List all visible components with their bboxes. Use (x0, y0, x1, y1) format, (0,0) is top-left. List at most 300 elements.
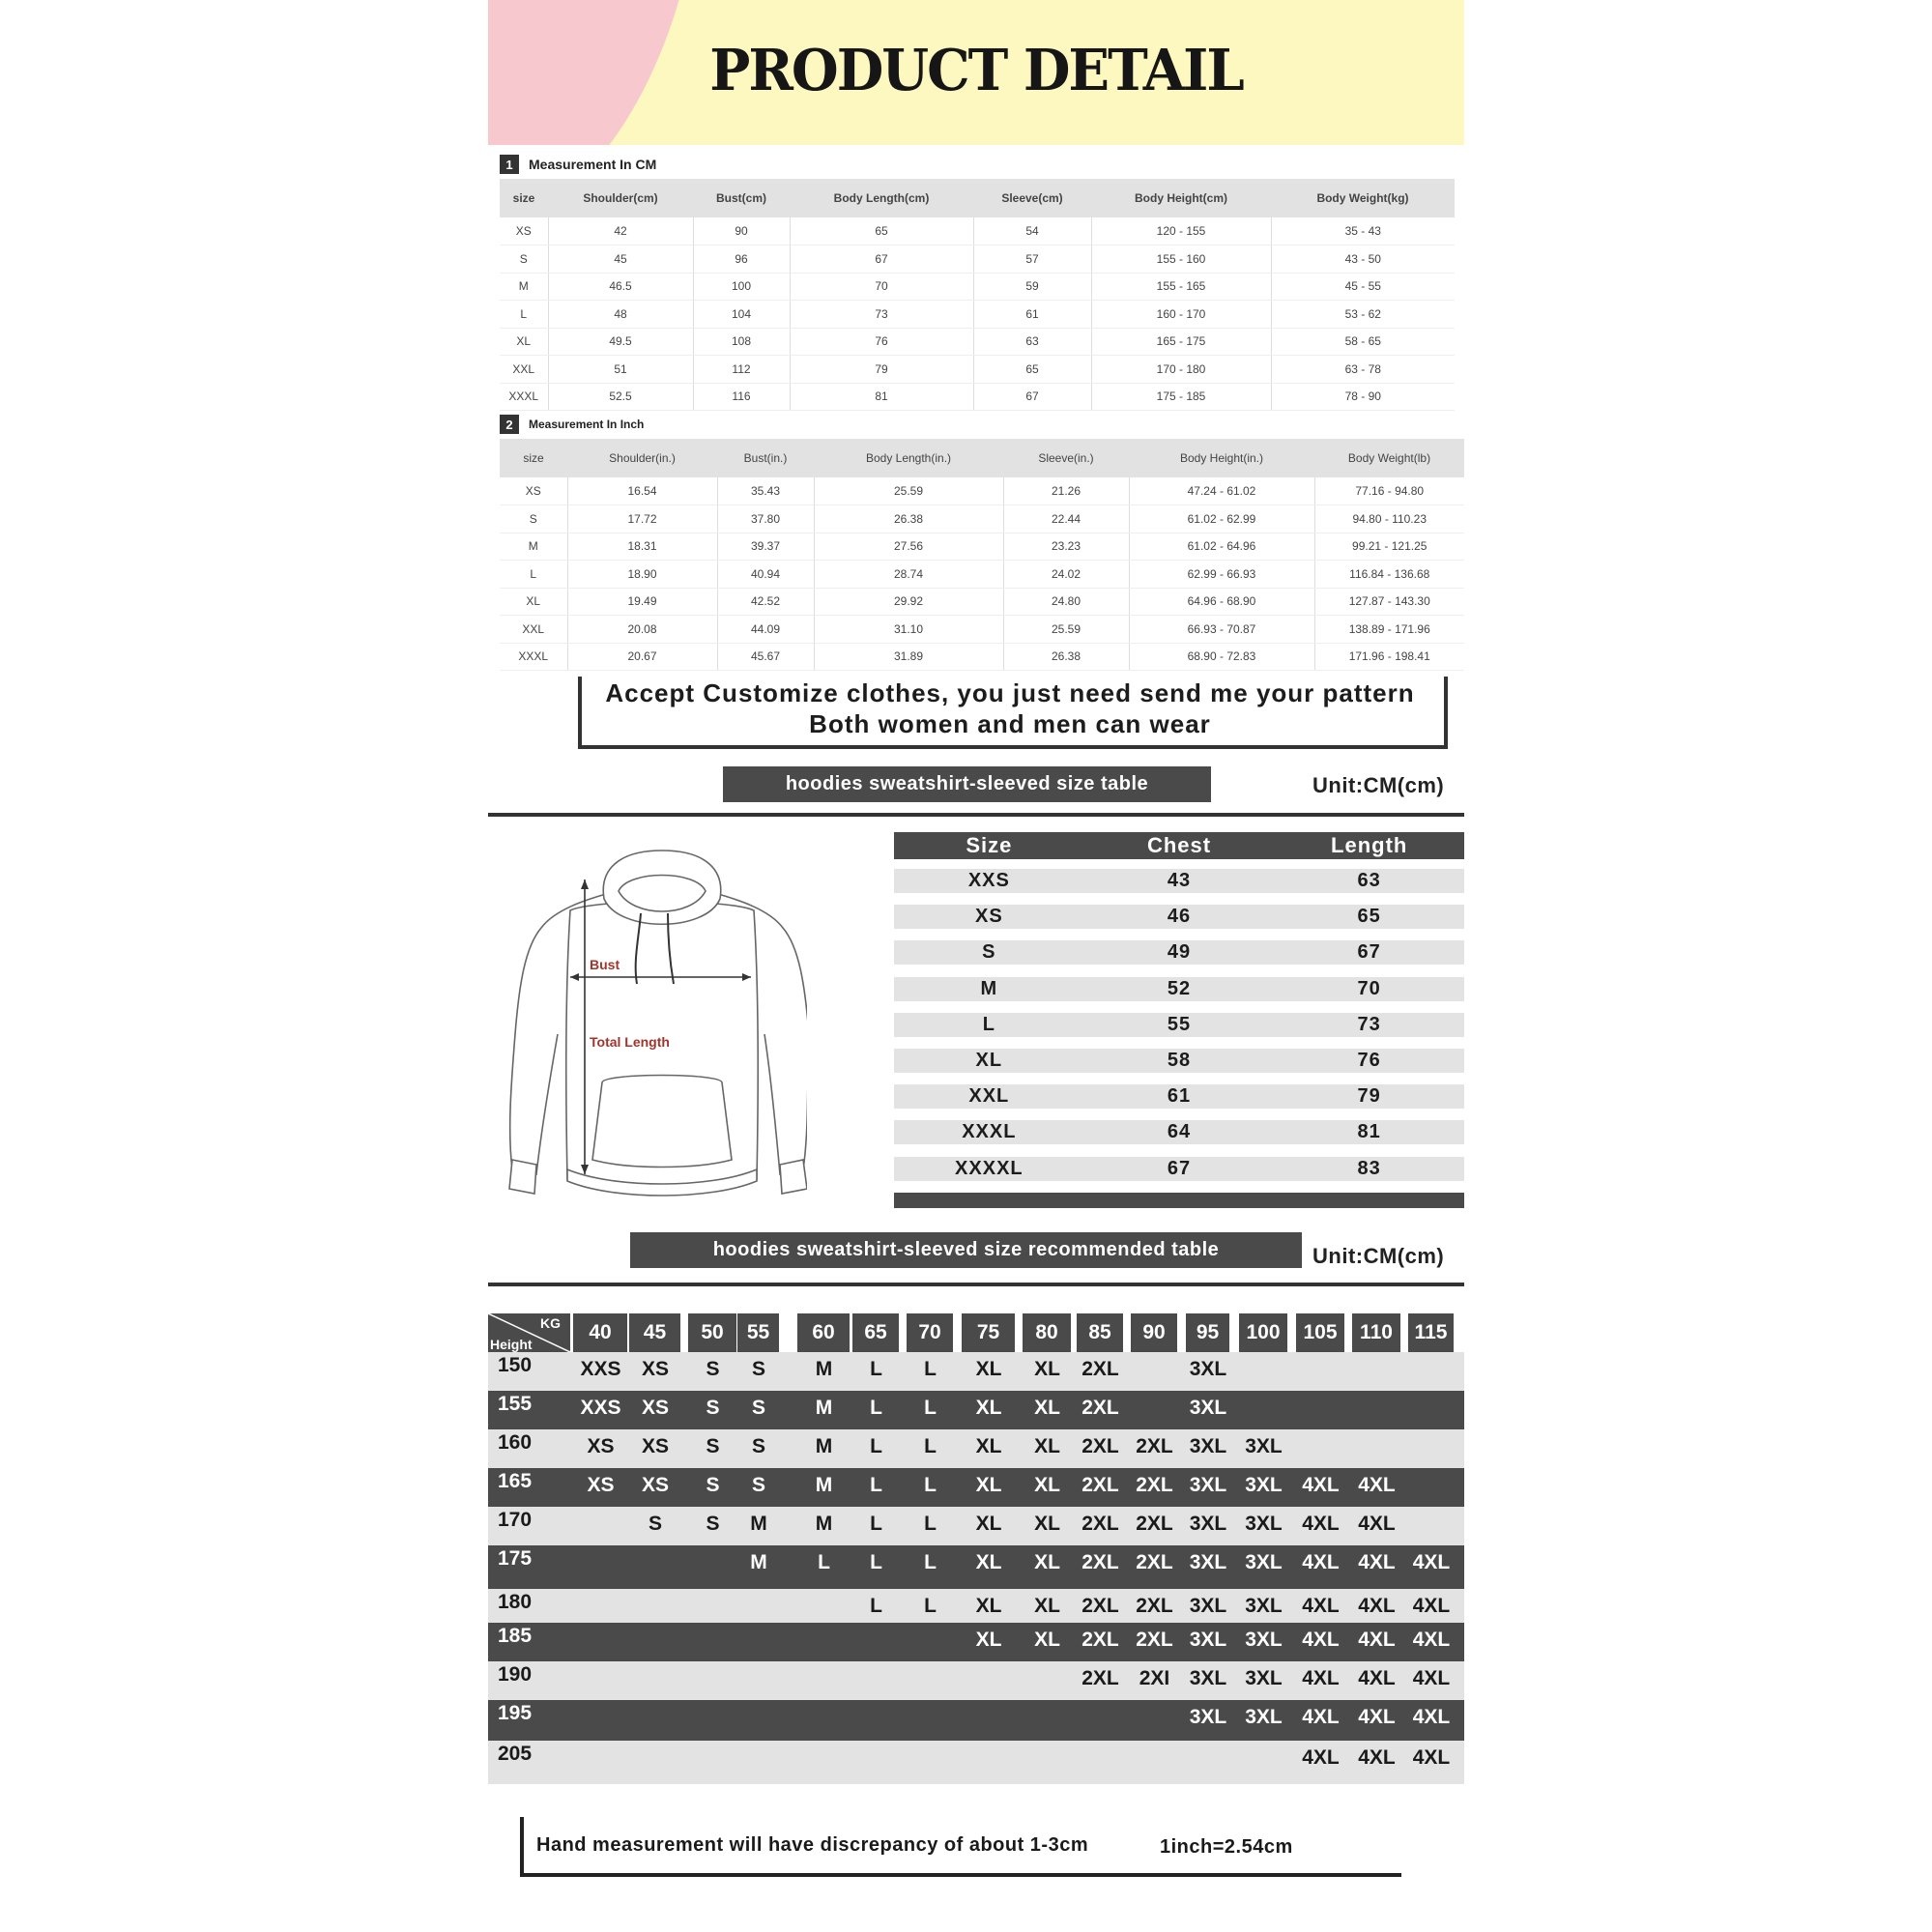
recommend-cell: L (870, 1551, 882, 1573)
table-cell: 35 - 43 (1271, 217, 1455, 245)
size-cell: 55 (1167, 1013, 1192, 1035)
table-cell: 67 (973, 383, 1091, 411)
recommend-cell: S (706, 1358, 720, 1380)
recommend-cell: 3XL (1189, 1551, 1227, 1573)
table-cell: 27.56 (814, 533, 1003, 561)
table-row (500, 217, 1455, 245)
hoodie-table-banner: hoodies sweatshirt-sleeved size table (723, 766, 1211, 802)
table-cell: 31.89 (814, 643, 1003, 671)
recommend-cell: XS (641, 1435, 669, 1457)
recommend-cell: 3XL (1189, 1706, 1227, 1728)
recommend-row (488, 1700, 1464, 1741)
column-header: Body Weight(kg) (1271, 179, 1455, 217)
size-cell: S (982, 941, 996, 964)
recommend-cell: 4XL (1358, 1474, 1396, 1496)
weight-header: 80 (1023, 1313, 1071, 1352)
size-row (894, 905, 1464, 929)
section-number: 1 (500, 155, 519, 174)
row-height-label: 180 (498, 1591, 533, 1613)
table-cell: 120 - 155 (1091, 217, 1271, 245)
recommend-cell: 2XL (1081, 1397, 1119, 1419)
recommend-cell: 4XL (1302, 1706, 1340, 1728)
divider (488, 813, 1464, 817)
size-cell: 73 (1357, 1013, 1381, 1035)
recommend-cell: XL (1034, 1474, 1060, 1496)
table-cell: L (500, 301, 548, 329)
recommend-cell: 3XL (1189, 1397, 1227, 1419)
recommend-cell: XL (1034, 1551, 1060, 1573)
table-cell: 170 - 180 (1091, 356, 1271, 384)
size-cell: 61 (1167, 1085, 1192, 1108)
table-cell: 43 - 50 (1271, 245, 1455, 274)
recommend-cell: 2XL (1081, 1667, 1119, 1689)
recommend-cell: XL (975, 1397, 1002, 1419)
recommend-cell: 2XL (1081, 1474, 1119, 1496)
table-cell: 57 (973, 245, 1091, 274)
table-row (500, 328, 1455, 356)
table-cell: 61 (973, 301, 1091, 329)
recommend-cell: 3XL (1245, 1595, 1283, 1617)
recommend-cell: M (750, 1551, 767, 1573)
recommend-cell: 3XL (1189, 1358, 1227, 1380)
weight-header: 50 (688, 1313, 736, 1352)
table-cell: 21.26 (1003, 477, 1129, 505)
recommend-cell: XL (1034, 1358, 1060, 1380)
weight-header: 105 (1296, 1313, 1344, 1352)
recommend-cell: 4XL (1358, 1595, 1396, 1617)
table-cell: XXL (500, 616, 567, 644)
recommend-row (488, 1507, 1464, 1545)
recommend-cell: 2XL (1081, 1435, 1119, 1457)
bust-label: Bust (590, 957, 620, 972)
recommend-cell: 2XL (1081, 1629, 1119, 1651)
recommend-cell: 4XL (1412, 1551, 1451, 1573)
table-cell: 53 - 62 (1271, 301, 1455, 329)
size-cell: 70 (1357, 977, 1381, 999)
footer-note: Hand measurement will have discrepancy of about 1-3cm (536, 1834, 1089, 1856)
size-cell: XXL (968, 1085, 1010, 1108)
row-height-label: 160 (498, 1431, 533, 1454)
recommend-cell: M (815, 1358, 833, 1380)
recommend-cell: XL (975, 1513, 1002, 1535)
column-header: Shoulder(in.) (567, 439, 717, 477)
table-cell: 66.93 - 70.87 (1129, 616, 1314, 644)
recommend-cell: S (706, 1474, 720, 1496)
table-cell: 42 (548, 217, 693, 245)
row-height-label: 165 (498, 1470, 533, 1492)
recommend-cell: M (750, 1513, 767, 1535)
size-cell: XXS (967, 870, 1010, 891)
table-cell: 48 (548, 301, 693, 329)
recommend-cell: 2XL (1081, 1358, 1119, 1380)
row-height-label: 155 (498, 1393, 533, 1415)
weight-header: 45 (629, 1313, 680, 1352)
recommend-cell: L (870, 1358, 882, 1380)
recommended-table-banner: hoodies sweatshirt-sleeved size recommended table (630, 1232, 1302, 1268)
table-row (500, 561, 1464, 589)
recommend-cell: 2XL (1081, 1595, 1119, 1617)
table-cell: 20.67 (567, 643, 717, 671)
weight-header: 65 (852, 1313, 899, 1352)
recommend-cell: S (648, 1513, 662, 1535)
table-row (500, 505, 1464, 533)
grid-corner (488, 1313, 570, 1352)
table-cell: 155 - 165 (1091, 273, 1271, 301)
table-cell: 175 - 185 (1091, 383, 1271, 411)
table-cell: 171.96 - 198.41 (1314, 643, 1464, 671)
size-cell: M (980, 977, 998, 999)
table-cell: 20.08 (567, 616, 717, 644)
recommend-cell: XXS (580, 1358, 621, 1380)
size-cell: 46 (1167, 906, 1192, 928)
size-cell: 81 (1357, 1121, 1381, 1143)
table-cell: 64.96 - 68.90 (1129, 588, 1314, 616)
table-row (500, 356, 1455, 384)
table-row (500, 643, 1464, 671)
table-cell: 96 (693, 245, 790, 274)
size-cell: 49 (1167, 941, 1192, 964)
row-height-label: 170 (498, 1509, 533, 1531)
recommend-row (488, 1545, 1464, 1589)
column-header: Length (1331, 833, 1408, 857)
table-cell: 61.02 - 62.99 (1129, 505, 1314, 533)
table-cell: 61.02 - 64.96 (1129, 533, 1314, 561)
recommend-cell: 4XL (1412, 1595, 1451, 1617)
inch-section-label (500, 415, 644, 434)
table-header-row (500, 179, 1455, 217)
column-header: Sleeve(in.) (1003, 439, 1129, 477)
recommend-cell: 3XL (1245, 1513, 1283, 1535)
recommend-cell: 3XL (1189, 1595, 1227, 1617)
size-cell: 64 (1167, 1121, 1192, 1143)
size-cell: 76 (1357, 1050, 1381, 1071)
size-cell: XXXXL (955, 1157, 1024, 1179)
size-row (894, 977, 1464, 1001)
table-cell: 42.52 (717, 588, 814, 616)
recommend-row (488, 1352, 1464, 1391)
recommend-cell: L (924, 1358, 937, 1380)
recommend-cell: 4XL (1412, 1746, 1451, 1769)
table-row (500, 383, 1455, 411)
recommend-cell: 2XL (1136, 1629, 1173, 1651)
table-cell: 127.87 - 143.30 (1314, 588, 1464, 616)
table-cell: 65 (973, 356, 1091, 384)
row-height-label: 150 (498, 1354, 533, 1376)
recommend-cell: XS (641, 1358, 669, 1380)
table-cell: 90 (693, 217, 790, 245)
table-cell: XL (500, 588, 567, 616)
hoodie-table-unit: Unit:CM(cm) (1312, 773, 1445, 797)
corner-kg-label: KG (540, 1315, 561, 1331)
recommend-cell: 2XI (1139, 1667, 1170, 1689)
recommend-cell: 4XL (1358, 1706, 1396, 1728)
recommend-cell: M (815, 1435, 833, 1457)
table-cell: 19.49 (567, 588, 717, 616)
row-height-label: 175 (498, 1547, 533, 1570)
table-cell: 45.67 (717, 643, 814, 671)
recommend-cell: 2XL (1136, 1435, 1173, 1457)
inch-table (500, 439, 1464, 671)
table-header-row (500, 439, 1464, 477)
product-detail-sheet (488, 0, 1464, 1932)
table-row (500, 245, 1455, 274)
table-cell: 29.92 (814, 588, 1003, 616)
table-cell: 165 - 175 (1091, 328, 1271, 356)
recommend-cell: 3XL (1189, 1474, 1227, 1496)
recommend-cell: 2XL (1081, 1513, 1119, 1535)
column-header: Shoulder(cm) (548, 179, 693, 217)
recommend-cell: M (815, 1513, 833, 1535)
recommend-cell: L (924, 1397, 937, 1419)
recommend-cell: 4XL (1358, 1667, 1396, 1689)
recommend-cell: XS (641, 1474, 669, 1496)
recommend-cell: 4XL (1358, 1551, 1396, 1573)
size-row (894, 1084, 1464, 1109)
recommended-table-unit: Unit:CM(cm) (1312, 1244, 1445, 1268)
column-header: Body Length(cm) (790, 179, 973, 217)
size-cell: 83 (1357, 1157, 1381, 1179)
table-cell: 54 (973, 217, 1091, 245)
section-title: Measurement In Inch (529, 418, 645, 431)
recommend-cell: XL (1034, 1513, 1060, 1535)
recommend-cell: 3XL (1245, 1706, 1283, 1728)
corner-height-label: Height (490, 1337, 533, 1352)
recommend-cell: M (815, 1474, 833, 1496)
size-cell: XXXL (962, 1121, 1017, 1143)
recommend-cell: 4XL (1302, 1667, 1340, 1689)
total-length-label: Total Length (590, 1034, 670, 1050)
table-cell: 26.38 (814, 505, 1003, 533)
recommend-row (488, 1589, 1464, 1623)
recommend-cell: S (706, 1435, 720, 1457)
weight-header: 60 (797, 1313, 850, 1352)
table-cell: 62.99 - 66.93 (1129, 561, 1314, 589)
recommend-cell: XL (975, 1358, 1002, 1380)
table-cell: 99.21 - 121.25 (1314, 533, 1464, 561)
column-header: size (500, 179, 548, 217)
recommend-cell: XL (975, 1435, 1002, 1457)
recommend-cell: XS (641, 1397, 669, 1419)
recommend-cell: 3XL (1245, 1551, 1283, 1573)
hoodie-size-header (894, 832, 1464, 859)
recommend-cell: S (751, 1435, 765, 1457)
table-cell: 37.80 (717, 505, 814, 533)
table-cell: S (500, 245, 548, 274)
table-cell: 45 - 55 (1271, 273, 1455, 301)
column-header: Bust(in.) (717, 439, 814, 477)
footer-conversion: 1inch=2.54cm (1160, 1836, 1293, 1858)
size-row (894, 869, 1464, 893)
recommend-cell: L (924, 1513, 937, 1535)
section-title: Measurement In CM (529, 157, 657, 172)
size-row (894, 1120, 1464, 1144)
table-cell: 28.74 (814, 561, 1003, 589)
recommend-row (488, 1623, 1464, 1661)
recommended-grid (488, 1313, 1464, 1784)
row-height-label: 205 (498, 1743, 533, 1765)
row-height-label: 190 (498, 1663, 533, 1686)
weight-header: 75 (962, 1313, 1015, 1352)
recommend-row (488, 1741, 1464, 1784)
weight-header: 90 (1131, 1313, 1177, 1352)
recommend-cell: XL (1034, 1595, 1060, 1617)
recommend-cell: XL (1034, 1629, 1060, 1651)
weight-header: 70 (907, 1313, 953, 1352)
table-cell: 63 - 78 (1271, 356, 1455, 384)
size-row (894, 1049, 1464, 1073)
header-banner (488, 0, 1464, 145)
recommend-cell: 2XL (1136, 1551, 1173, 1573)
weight-header: 95 (1186, 1313, 1229, 1352)
size-cell: 52 (1167, 977, 1192, 999)
table-cell: 39.37 (717, 533, 814, 561)
table-cell: 67 (790, 245, 973, 274)
column-header: Sleeve(cm) (973, 179, 1091, 217)
size-cell: 67 (1167, 1157, 1192, 1179)
table-cell: 58 - 65 (1271, 328, 1455, 356)
section-number: 2 (500, 415, 519, 434)
column-header: size (500, 439, 567, 477)
recommend-cell: XXS (580, 1397, 621, 1419)
table-cell: 68.90 - 72.83 (1129, 643, 1314, 671)
weight-header: 115 (1408, 1313, 1454, 1352)
recommend-cell: S (751, 1358, 765, 1380)
recommend-cell: 4XL (1358, 1513, 1396, 1535)
size-row (894, 1013, 1464, 1037)
recommend-cell: 3XL (1245, 1435, 1283, 1457)
table-row (500, 477, 1464, 505)
table-cell: 44.09 (717, 616, 814, 644)
table-row (500, 588, 1464, 616)
recommend-cell: L (870, 1474, 882, 1496)
recommend-row (488, 1661, 1464, 1700)
table-cell: 94.80 - 110.23 (1314, 505, 1464, 533)
recommend-cell: 4XL (1358, 1746, 1396, 1769)
recommend-cell: 2XL (1081, 1551, 1119, 1573)
size-cell: 58 (1167, 1050, 1192, 1071)
table-cell: 73 (790, 301, 973, 329)
recommend-cell: 3XL (1245, 1474, 1283, 1496)
size-cell: L (982, 1013, 995, 1035)
recommend-cell: S (751, 1397, 765, 1419)
table-cell: 116.84 - 136.68 (1314, 561, 1464, 589)
weight-header: 40 (573, 1313, 627, 1352)
recommend-row (488, 1429, 1464, 1468)
table-cell: 81 (790, 383, 973, 411)
table-cell: 138.89 - 171.96 (1314, 616, 1464, 644)
notice-line-2: Both women and men can wear (809, 709, 1211, 738)
recommend-cell: L (870, 1595, 882, 1617)
recommend-cell: XS (587, 1474, 615, 1496)
table-cell: 45 (548, 245, 693, 274)
size-row (894, 940, 1464, 965)
recommend-cell: XL (975, 1595, 1002, 1617)
hoodie-size-footer (894, 1193, 1464, 1208)
recommend-cell: 4XL (1412, 1706, 1451, 1728)
table-cell: 24.02 (1003, 561, 1129, 589)
table-row (500, 616, 1464, 644)
table-cell: 112 (693, 356, 790, 384)
divider (488, 1283, 1464, 1286)
table-cell: 25.59 (814, 477, 1003, 505)
table-cell: 59 (973, 273, 1091, 301)
table-cell: 77.16 - 94.80 (1314, 477, 1464, 505)
table-cell: 16.54 (567, 477, 717, 505)
table-cell: 31.10 (814, 616, 1003, 644)
table-cell: M (500, 533, 567, 561)
table-cell: XXXL (500, 383, 548, 411)
weight-header: 100 (1239, 1313, 1287, 1352)
table-row (500, 273, 1455, 301)
recommend-cell: 4XL (1302, 1629, 1340, 1651)
table-cell: M (500, 273, 548, 301)
recommend-cell: 4XL (1412, 1629, 1451, 1651)
size-cell: 63 (1357, 870, 1381, 891)
recommend-cell: 4XL (1358, 1629, 1396, 1651)
table-cell: 70 (790, 273, 973, 301)
recommend-cell: 3XL (1245, 1629, 1283, 1651)
table-cell: 79 (790, 356, 973, 384)
weight-header: 85 (1077, 1313, 1123, 1352)
recommend-cell: S (706, 1397, 720, 1419)
table-cell: XXL (500, 356, 548, 384)
recommend-cell: L (818, 1551, 830, 1573)
column-header: Body Height(in.) (1129, 439, 1314, 477)
cm-table (500, 179, 1455, 411)
recommend-cell: L (870, 1435, 882, 1457)
table-cell: 100 (693, 273, 790, 301)
recommend-cell: S (706, 1513, 720, 1535)
table-cell: XS (500, 217, 548, 245)
size-cell: 67 (1357, 941, 1381, 964)
weight-header: 55 (737, 1313, 779, 1352)
column-header: Chest (1146, 833, 1212, 857)
recommend-cell: XL (1034, 1397, 1060, 1419)
weight-header: 110 (1352, 1313, 1400, 1352)
table-cell: 17.72 (567, 505, 717, 533)
table-cell: 160 - 170 (1091, 301, 1271, 329)
row-height-label: 185 (498, 1625, 533, 1647)
recommend-cell: L (870, 1397, 882, 1419)
recommend-cell: XL (975, 1474, 1002, 1496)
size-row (894, 1157, 1464, 1181)
recommend-cell: 4XL (1302, 1746, 1340, 1769)
recommend-row (488, 1391, 1464, 1429)
table-cell: 47.24 - 61.02 (1129, 477, 1314, 505)
recommend-cell: 2XL (1136, 1513, 1173, 1535)
size-cell: 65 (1357, 906, 1381, 928)
size-cell: 43 (1167, 870, 1192, 891)
size-cell: XL (975, 1050, 1003, 1071)
table-cell: 51 (548, 356, 693, 384)
table-cell: 63 (973, 328, 1091, 356)
table-cell: 65 (790, 217, 973, 245)
table-cell: 18.90 (567, 561, 717, 589)
table-cell: XS (500, 477, 567, 505)
recommend-cell: 4XL (1302, 1595, 1340, 1617)
row-height-label: 195 (498, 1702, 533, 1724)
table-cell: 49.5 (548, 328, 693, 356)
recommend-cell: 4XL (1302, 1513, 1340, 1535)
size-cell: 79 (1357, 1085, 1381, 1108)
recommend-cell: 3XL (1189, 1629, 1227, 1651)
table-cell: 76 (790, 328, 973, 356)
table-cell: 18.31 (567, 533, 717, 561)
table-cell: XL (500, 328, 548, 356)
table-cell: 155 - 160 (1091, 245, 1271, 274)
table-cell: S (500, 505, 567, 533)
table-cell: L (500, 561, 567, 589)
